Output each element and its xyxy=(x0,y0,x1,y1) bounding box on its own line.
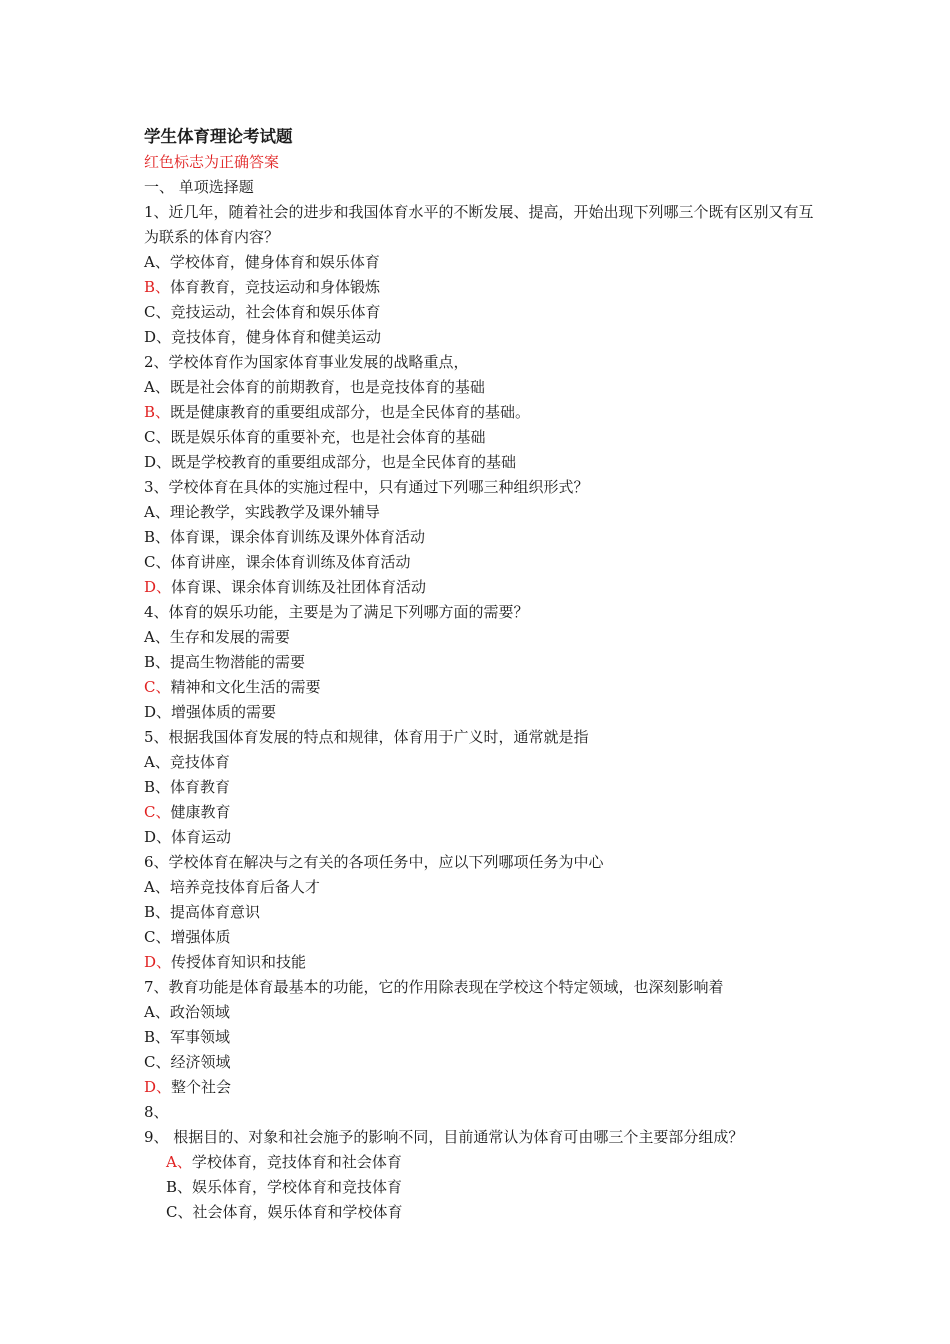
option-letter: C、 xyxy=(144,428,171,446)
option-text: 提高生物潜能的需要 xyxy=(170,653,306,671)
option-letter: A、 xyxy=(144,878,170,896)
answer-option xyxy=(144,575,824,600)
option-letter: A、 xyxy=(144,503,170,521)
option-letter: A、 xyxy=(166,1153,192,1171)
option-letter: B、 xyxy=(144,278,171,296)
answer-option xyxy=(144,450,824,475)
answer-option xyxy=(144,400,824,425)
answer-option xyxy=(144,700,824,725)
option-letter: B、 xyxy=(144,1028,171,1046)
option-letter: C、 xyxy=(144,553,171,571)
question-text: 3、学校体育在具体的实施过程中，只有通过下列哪三种组织形式？ xyxy=(144,478,589,496)
answer-option xyxy=(144,1075,824,1100)
option-letter: D、 xyxy=(144,328,172,346)
option-letter: C、 xyxy=(166,1203,193,1221)
option-text: 既是健康教育的重要组成部分，也是全民体育的基础。 xyxy=(170,403,531,421)
answer-option xyxy=(144,550,824,575)
answer-option xyxy=(144,1000,824,1025)
option-text: 经济领域 xyxy=(170,1053,231,1071)
answer-option xyxy=(144,950,824,975)
option-text: 竞技体育 xyxy=(169,753,230,771)
option-text: 学校体育，健身体育和娱乐体育 xyxy=(169,253,380,271)
option-text: 传授体育知识和技能 xyxy=(171,953,307,971)
answer-option xyxy=(144,1150,824,1175)
answer-option xyxy=(144,875,824,900)
question-text: 8、 xyxy=(144,1103,169,1121)
answer-option xyxy=(144,500,824,525)
option-text: 社会体育，娱乐体育和学校体育 xyxy=(192,1203,403,1221)
option-text: 体育课，课余体育训练及课外体育活动 xyxy=(170,528,426,546)
answer-option xyxy=(144,900,824,925)
option-letter: C、 xyxy=(144,1053,171,1071)
answer-option xyxy=(144,800,824,825)
option-text: 学校体育，竞技体育和社会体育 xyxy=(191,1153,402,1171)
question-text: 9、 根据目的、对象和社会施予的影响不同，目前通常认为体育可由哪三个主要部分组成？ xyxy=(144,1128,744,1146)
answer-option xyxy=(144,1050,824,1075)
option-letter: B、 xyxy=(144,528,171,546)
question-text: 1、近几年，随着社会的进步和我国体育水平的不断发展、提高，开始出现下列哪三个既有区别又有互为联系的体育内容？ xyxy=(144,203,814,246)
option-text: 生存和发展的需要 xyxy=(169,628,290,646)
answer-option xyxy=(144,525,824,550)
answer-option xyxy=(144,825,824,850)
option-text: 体育教育，竞技运动和身体锻炼 xyxy=(170,278,381,296)
option-letter: B、 xyxy=(144,903,171,921)
option-text: 整个社会 xyxy=(171,1078,232,1096)
option-text: 军事领域 xyxy=(170,1028,231,1046)
option-letter: B、 xyxy=(144,778,171,796)
question-text: 2、学校体育作为国家体育事业发展的战略重点， xyxy=(144,353,469,371)
option-letter: D、 xyxy=(144,578,172,596)
answer-option xyxy=(144,300,824,325)
question-text: 6、学校体育在解决与之有关的各项任务中，应以下列哪项任务为中心 xyxy=(144,853,604,871)
option-text: 既是学校教育的重要组成部分，也是全民体育的基础 xyxy=(171,453,517,471)
answer-option xyxy=(144,1200,824,1225)
option-letter: C、 xyxy=(144,303,171,321)
answer-option xyxy=(144,675,824,700)
option-text: 增强体质的需要 xyxy=(171,703,277,721)
option-text: 健康教育 xyxy=(170,803,231,821)
option-letter: B、 xyxy=(166,1178,193,1196)
section-heading: 一、 单项选择题 xyxy=(144,178,254,196)
answer-option xyxy=(144,775,824,800)
answer-option xyxy=(144,750,824,775)
option-letter: B、 xyxy=(144,403,171,421)
option-letter: C、 xyxy=(144,678,171,696)
answer-option xyxy=(144,425,824,450)
option-letter: D、 xyxy=(144,703,172,721)
option-text: 既是社会体育的前期教育，也是竞技体育的基础 xyxy=(169,378,485,396)
question-text: 4、体育的娱乐功能，主要是为了满足下列哪方面的需要？ xyxy=(144,603,529,621)
option-text: 竞技体育，健身体育和健美运动 xyxy=(171,328,382,346)
answer-option xyxy=(144,250,824,275)
option-letter: D、 xyxy=(144,453,172,471)
page-title: 学生体育理论考试题 xyxy=(144,127,293,146)
option-letter: A、 xyxy=(144,253,170,271)
answer-option xyxy=(144,650,824,675)
question-text: 7、教育功能是体育最基本的功能，它的作用除表现在学校这个特定领域，也深刻影响着 xyxy=(144,978,724,996)
option-letter: D、 xyxy=(144,1078,172,1096)
answer-option xyxy=(144,625,824,650)
option-text: 娱乐体育，学校体育和竞技体育 xyxy=(192,1178,403,1196)
option-text: 政治领域 xyxy=(169,1003,230,1021)
option-letter: A、 xyxy=(144,1003,170,1021)
question-list xyxy=(144,200,824,1225)
document-page xyxy=(144,124,824,1225)
option-letter: C、 xyxy=(144,803,171,821)
question-text: 5、根据我国体育发展的特点和规律，体育用于广义时，通常就是指 xyxy=(144,728,589,746)
option-letter: A、 xyxy=(144,628,170,646)
answer-option xyxy=(144,1025,824,1050)
option-text: 体育运动 xyxy=(171,828,232,846)
option-text: 理论教学，实践教学及课外辅导 xyxy=(169,503,380,521)
option-text: 体育课、课余体育训练及社团体育活动 xyxy=(171,578,427,596)
answer-option xyxy=(144,1175,824,1200)
option-letter: D、 xyxy=(144,828,172,846)
option-text: 增强体质 xyxy=(170,928,231,946)
answer-option xyxy=(144,325,824,350)
option-letter: A、 xyxy=(144,378,170,396)
answer-option xyxy=(144,275,824,300)
option-text: 培养竞技体育后备人才 xyxy=(169,878,320,896)
option-letter: C、 xyxy=(144,928,171,946)
option-letter: B、 xyxy=(144,653,171,671)
option-text: 体育讲座，课余体育训练及体育活动 xyxy=(170,553,411,571)
option-text: 精神和文化生活的需要 xyxy=(170,678,321,696)
answer-option xyxy=(144,925,824,950)
answer-option xyxy=(144,375,824,400)
option-text: 竞技运动，社会体育和娱乐体育 xyxy=(170,303,381,321)
option-letter: D、 xyxy=(144,953,172,971)
answer-note: 红色标志为正确答案 xyxy=(144,153,280,171)
option-text: 体育教育 xyxy=(170,778,231,796)
option-letter: A、 xyxy=(144,753,170,771)
option-text: 既是娱乐体育的重要补充，也是社会体育的基础 xyxy=(170,428,486,446)
option-text: 提高体育意识 xyxy=(170,903,261,921)
